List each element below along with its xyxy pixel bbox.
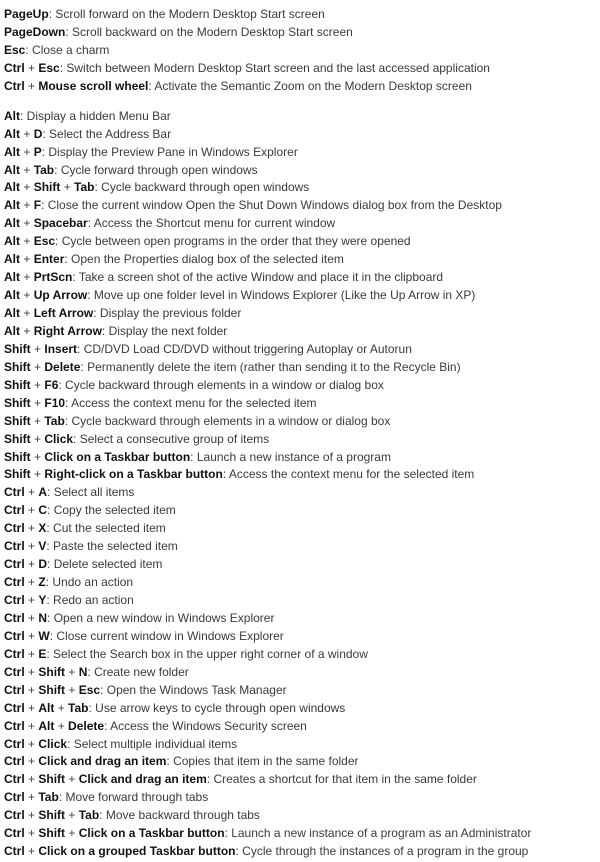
- shortcut-line: [4, 556, 600, 574]
- shortcut-key: Click on a Taskbar button: [44, 449, 191, 464]
- shortcut-key: PageDown: [4, 24, 66, 39]
- shortcut-key: Left Arrow: [33, 306, 94, 320]
- shortcut-key: Shift: [4, 341, 31, 356]
- shortcut-key: PageUp: [4, 7, 49, 21]
- shortcut-key: Alt: [4, 323, 20, 338]
- shortcut-description: Launch a new instance of a program as an Administrator: [231, 826, 532, 841]
- shortcut-description: Launch a new instance of a program: [196, 449, 391, 464]
- plus-separator: +: [20, 288, 34, 303]
- colon-separator: :: [64, 252, 72, 267]
- shortcut-description: Close a charm: [32, 42, 110, 57]
- shortcut-description: Activate the Semantic Zoom on the Modern Desktop screen: [154, 78, 472, 93]
- shortcut-description: Close the current window Open the Shut Down Windows dialog box from the Desktop: [47, 198, 502, 213]
- colon-separator: :: [59, 60, 67, 75]
- shortcut-key: Alt: [4, 108, 20, 123]
- shortcut-line: [4, 646, 600, 664]
- shortcut-line: [4, 753, 600, 771]
- plus-separator: +: [24, 593, 39, 607]
- shortcut-line: [4, 377, 600, 395]
- shortcut-key: Shift: [38, 772, 66, 787]
- shortcut-line: [4, 162, 600, 180]
- shortcut-line: [4, 484, 600, 502]
- plus-separator: +: [24, 539, 39, 554]
- shortcut-key: Alt: [38, 718, 55, 733]
- shortcut-description: Access the context menu for the selected item: [228, 467, 475, 482]
- colon-separator: :: [20, 108, 27, 123]
- shortcut-line: [4, 341, 600, 359]
- shortcut-key: Ctrl: [4, 844, 25, 859]
- shortcut-description: Select multiple individual items: [73, 736, 238, 751]
- plus-separator: +: [65, 808, 79, 823]
- shortcut-key: Enter: [33, 252, 65, 267]
- colon-separator: :: [72, 270, 79, 285]
- shortcut-key: N: [78, 664, 88, 679]
- shortcut-key: Shift: [38, 664, 66, 679]
- shortcut-key: Ctrl: [4, 700, 25, 715]
- shortcut-line: [4, 466, 600, 484]
- shortcut-key: Ctrl: [4, 539, 25, 554]
- shortcut-key: Ctrl: [4, 78, 25, 93]
- shortcut-line: [4, 413, 600, 431]
- shortcut-description: Copy the selected item: [53, 503, 176, 518]
- shortcut-key: Alt: [4, 198, 20, 213]
- shortcut-description: Cut the selected item: [53, 521, 166, 536]
- shortcut-description: Move forward through tabs: [65, 790, 209, 805]
- shortcut-description: Redo an action: [53, 593, 134, 607]
- plus-separator: +: [24, 646, 39, 661]
- shortcut-key: Shift: [4, 359, 31, 374]
- shortcut-key: Ctrl: [4, 593, 25, 607]
- colon-separator: :: [46, 646, 54, 661]
- plus-separator: +: [24, 718, 39, 733]
- shortcut-key: Click and drag an item: [38, 754, 167, 769]
- plus-separator: +: [24, 503, 39, 518]
- plus-separator: +: [24, 557, 39, 572]
- shortcut-key: Alt: [4, 216, 20, 231]
- shortcut-key: Alt: [4, 126, 20, 141]
- shortcut-key: Shift: [38, 826, 66, 841]
- shortcut-line: [4, 6, 600, 24]
- plus-separator: +: [24, 78, 39, 93]
- shortcut-key: Shift: [38, 808, 66, 823]
- shortcut-line: [4, 24, 600, 42]
- shortcut-description: Cycle backward through elements in a window or dialog box: [71, 413, 391, 428]
- colon-separator: :: [235, 844, 243, 859]
- colon-separator: :: [54, 162, 61, 177]
- colon-separator: :: [48, 7, 56, 21]
- colon-separator: :: [47, 485, 54, 500]
- shortcut-key: Ctrl: [4, 664, 25, 679]
- shortcut-key: Ctrl: [4, 557, 25, 572]
- plus-separator: +: [24, 736, 39, 751]
- shortcut-key: Esc: [33, 234, 56, 249]
- shortcut-description: Move backward through tabs: [105, 808, 260, 823]
- shortcut-group: [4, 6, 600, 96]
- plus-separator: +: [30, 449, 45, 464]
- shortcut-line: [4, 843, 600, 861]
- shortcut-description: Select all items: [53, 485, 135, 500]
- shortcut-description: Cycle forward through open windows: [60, 162, 258, 177]
- shortcut-key: Insert: [44, 341, 78, 356]
- shortcut-key: Ctrl: [4, 485, 25, 500]
- colon-separator: :: [224, 826, 232, 841]
- plus-separator: +: [20, 234, 34, 249]
- plus-separator: +: [30, 467, 45, 482]
- shortcut-line: [4, 78, 600, 96]
- shortcut-key: Ctrl: [4, 575, 25, 590]
- shortcut-line: [4, 538, 600, 556]
- shortcut-key: Shift: [4, 449, 31, 464]
- colon-separator: :: [94, 180, 102, 195]
- shortcut-line: [4, 700, 600, 718]
- shortcut-line: [4, 807, 600, 825]
- shortcut-line: [4, 323, 600, 341]
- shortcut-key: Ctrl: [4, 772, 25, 787]
- plus-separator: +: [20, 252, 34, 267]
- shortcut-description: Copies that item in the same folder: [173, 754, 359, 769]
- shortcut-key: P: [33, 144, 42, 159]
- shortcut-key: Ctrl: [4, 736, 25, 751]
- shortcut-key: Esc: [4, 42, 26, 57]
- shortcut-key: E: [38, 646, 47, 661]
- shortcut-key: Ctrl: [4, 718, 25, 733]
- plus-separator: +: [20, 216, 34, 231]
- colon-separator: :: [55, 234, 62, 249]
- shortcut-key: Delete: [68, 718, 105, 733]
- shortcut-line: [4, 144, 600, 162]
- shortcut-key: W: [38, 628, 50, 643]
- plus-separator: +: [65, 682, 79, 697]
- shortcut-key: Tab: [74, 180, 95, 195]
- plus-separator: +: [24, 60, 39, 75]
- shortcut-line: [4, 305, 600, 323]
- shortcut-line: [4, 126, 600, 144]
- shortcut-line: [4, 197, 600, 215]
- shortcut-description: Cycle backward through open windows: [101, 180, 310, 195]
- shortcut-line: [4, 42, 600, 60]
- colon-separator: :: [47, 557, 54, 572]
- shortcut-key: Alt: [4, 162, 20, 177]
- shortcut-key: Alt: [4, 252, 20, 267]
- shortcut-key: Click: [44, 431, 74, 446]
- shortcut-description: Access the Shortcut menu for current window: [93, 216, 336, 231]
- plus-separator: +: [65, 772, 79, 787]
- plus-separator: +: [54, 718, 69, 733]
- shortcut-description: Cycle between open programs in the order that they were opened: [61, 234, 411, 249]
- colon-separator: :: [46, 593, 54, 607]
- plus-separator: +: [20, 126, 34, 141]
- shortcut-description: Close current window in Windows Explorer: [56, 628, 284, 643]
- shortcut-key: Alt: [4, 270, 20, 285]
- shortcut-description: CD/DVD Load CD/DVD without triggering Autoplay or Autorun: [83, 341, 412, 356]
- shortcut-description: Create new folder: [94, 664, 189, 679]
- shortcut-key: Alt: [4, 306, 20, 320]
- shortcut-line: [4, 395, 600, 413]
- shortcut-description: Permanently delete the item (rather than sending it to the Recycle Bin): [87, 359, 461, 374]
- shortcut-key: X: [38, 521, 47, 536]
- plus-separator: +: [24, 628, 39, 643]
- shortcut-key: V: [38, 539, 47, 554]
- shortcut-description: Cycle through the instances of a program in the group: [242, 844, 529, 859]
- shortcut-key: Shift: [38, 682, 66, 697]
- shortcut-description: Display the previous folder: [99, 306, 242, 320]
- shortcut-key: Shift: [4, 431, 31, 446]
- shortcut-key: Alt: [4, 288, 20, 303]
- colon-separator: :: [45, 575, 53, 590]
- shortcut-key: Click on a Taskbar button: [78, 826, 225, 841]
- shortcut-key: Shift: [4, 467, 31, 482]
- colon-separator: :: [67, 736, 74, 751]
- plus-separator: +: [24, 826, 39, 841]
- shortcut-key: D: [33, 126, 43, 141]
- plus-separator: +: [30, 377, 45, 392]
- shortcut-key: N: [38, 610, 48, 625]
- colon-separator: :: [99, 808, 106, 823]
- colon-separator: :: [87, 216, 94, 231]
- plus-separator: +: [24, 682, 39, 697]
- plus-separator: +: [20, 144, 34, 159]
- plus-separator: +: [24, 790, 39, 805]
- shortcut-key: Delete: [44, 359, 81, 374]
- plus-separator: +: [24, 808, 39, 823]
- shortcut-line: [4, 682, 600, 700]
- shortcut-line: [4, 179, 600, 197]
- colon-separator: :: [206, 772, 214, 787]
- shortcut-key: Ctrl: [4, 610, 25, 625]
- shortcut-key: F: [33, 198, 42, 213]
- shortcut-description: Take a screen shot of the active Window and place it in the clipboard: [78, 270, 444, 285]
- shortcut-key: Tab: [68, 700, 89, 715]
- plus-separator: +: [65, 826, 79, 841]
- colon-separator: :: [46, 539, 54, 554]
- shortcut-line: [4, 431, 600, 449]
- shortcut-key: Shift: [4, 413, 31, 428]
- plus-separator: +: [24, 664, 39, 679]
- colon-separator: :: [87, 664, 95, 679]
- shortcut-key: Z: [38, 575, 46, 590]
- plus-separator: +: [24, 754, 39, 769]
- shortcut-key: Right Arrow: [33, 323, 102, 338]
- colon-separator: :: [47, 503, 54, 518]
- shortcut-key: Ctrl: [4, 808, 25, 823]
- plus-separator: +: [30, 431, 45, 446]
- shortcut-key: Ctrl: [4, 826, 25, 841]
- colon-separator: :: [93, 306, 100, 320]
- colon-separator: :: [87, 288, 94, 303]
- colon-separator: :: [41, 144, 49, 159]
- colon-separator: :: [77, 341, 84, 356]
- shortcut-line: [4, 825, 600, 843]
- shortcut-description: Open the Properties dialog box of the selected item: [71, 252, 344, 267]
- shortcut-line: [4, 359, 600, 377]
- shortcut-key: Y: [38, 593, 47, 607]
- shortcut-description: Paste the selected item: [53, 539, 178, 554]
- shortcut-line: [4, 108, 600, 126]
- shortcut-key: Click: [38, 736, 68, 751]
- shortcut-description: Delete selected item: [53, 557, 163, 572]
- colon-separator: :: [65, 24, 73, 39]
- shortcut-line: [4, 718, 600, 736]
- shortcut-line: [4, 574, 600, 592]
- shortcut-description: Access the context menu for the selected item: [71, 395, 317, 410]
- shortcut-key: Ctrl: [4, 521, 25, 536]
- colon-separator: :: [166, 754, 174, 769]
- shortcut-key: Tab: [33, 162, 55, 177]
- plus-separator: +: [20, 198, 34, 213]
- colon-separator: :: [101, 323, 109, 338]
- colon-separator: :: [47, 610, 54, 625]
- shortcut-key: Ctrl: [4, 790, 25, 805]
- shortcut-line: [4, 215, 600, 233]
- plus-separator: +: [20, 270, 34, 285]
- colon-separator: :: [58, 790, 66, 805]
- plus-separator: +: [20, 306, 34, 320]
- plus-separator: +: [24, 521, 39, 536]
- plus-separator: +: [30, 341, 45, 356]
- shortcut-line: [4, 736, 600, 754]
- shortcut-key: Tab: [38, 790, 59, 805]
- shortcut-key: F6: [44, 377, 59, 392]
- plus-separator: +: [20, 323, 34, 338]
- colon-separator: :: [80, 359, 88, 374]
- shortcut-key: Up Arrow: [33, 288, 88, 303]
- colon-separator: :: [42, 126, 50, 141]
- shortcut-line: [4, 251, 600, 269]
- plus-separator: +: [24, 772, 39, 787]
- shortcut-key: Spacebar: [33, 216, 88, 231]
- shortcut-key: Tab: [78, 808, 100, 823]
- plus-separator: +: [20, 180, 34, 195]
- plus-separator: +: [60, 180, 75, 195]
- shortcut-description: Scroll forward on the Modern Desktop Start screen: [55, 7, 325, 21]
- shortcut-line: [4, 592, 600, 610]
- shortcut-description: Creates a shortcut for that item in the same folder: [213, 772, 477, 787]
- plus-separator: +: [24, 844, 39, 859]
- shortcut-description: Open a new window in Windows Explorer: [53, 610, 275, 625]
- colon-separator: :: [65, 395, 72, 410]
- shortcut-key: D: [38, 557, 48, 572]
- plus-separator: +: [24, 575, 39, 590]
- shortcut-description: Cycle backward through elements in a window or dialog box: [65, 377, 384, 392]
- shortcut-key: C: [38, 503, 48, 518]
- colon-separator: :: [104, 718, 111, 733]
- shortcut-key: Shift: [33, 180, 61, 195]
- shortcut-key: Esc: [38, 60, 60, 75]
- shortcut-key: Click on a grouped Taskbar button: [38, 844, 236, 859]
- shortcut-description: Access the Windows Security screen: [110, 718, 307, 733]
- colon-separator: :: [190, 449, 197, 464]
- shortcut-key: Ctrl: [4, 646, 25, 661]
- shortcut-description: Display the Preview Pane in Windows Explorer: [48, 144, 298, 159]
- shortcut-line: [4, 520, 600, 538]
- shortcut-group: [4, 108, 600, 861]
- colon-separator: :: [58, 377, 66, 392]
- shortcut-key: PrtScn: [33, 270, 73, 285]
- shortcut-key: Alt: [4, 234, 20, 249]
- colon-separator: :: [88, 700, 96, 715]
- shortcut-key: Ctrl: [4, 628, 25, 643]
- colon-separator: :: [73, 431, 80, 446]
- shortcut-description: Use arrow keys to cycle through open windows: [95, 700, 346, 715]
- shortcut-key: Shift: [4, 377, 31, 392]
- colon-separator: :: [148, 78, 155, 93]
- colon-separator: :: [41, 198, 48, 213]
- shortcut-key: Ctrl: [4, 60, 25, 75]
- plus-separator: +: [30, 413, 45, 428]
- shortcut-description: Display a hidden Menu Bar: [26, 108, 171, 123]
- plus-separator: +: [20, 162, 34, 177]
- shortcut-description: Select the Search box in the upper right corner of a window: [53, 646, 368, 661]
- shortcut-key: Alt: [4, 144, 20, 159]
- colon-separator: :: [49, 628, 57, 643]
- shortcut-description: Select a consecutive group of items: [79, 431, 270, 446]
- shortcut-line: [4, 287, 600, 305]
- plus-separator: +: [24, 610, 39, 625]
- shortcut-description: Select the Address Bar: [49, 126, 172, 141]
- shortcut-key: Ctrl: [4, 503, 25, 518]
- shortcut-key: Ctrl: [4, 754, 25, 769]
- shortcut-line: [4, 664, 600, 682]
- plus-separator: +: [30, 395, 45, 410]
- shortcut-description: Move up one folder level in Windows Explorer (Like the Up Arrow in XP): [93, 288, 476, 303]
- shortcut-line: [4, 628, 600, 646]
- colon-separator: :: [64, 413, 72, 428]
- shortcut-line: [4, 233, 600, 251]
- shortcut-key: Click and drag an item: [78, 772, 207, 787]
- shortcut-key: Ctrl: [4, 682, 25, 697]
- shortcut-line: [4, 449, 600, 467]
- plus-separator: +: [24, 700, 39, 715]
- plus-separator: +: [24, 485, 39, 500]
- shortcut-line: [4, 789, 600, 807]
- shortcut-description: Scroll backward on the Modern Desktop Start screen: [72, 24, 353, 39]
- shortcut-key: Right-click on a Taskbar button: [44, 467, 223, 482]
- plus-separator: +: [65, 664, 79, 679]
- shortcut-key: A: [38, 485, 48, 500]
- shortcut-key: Alt: [38, 700, 55, 715]
- shortcut-line: [4, 771, 600, 789]
- shortcut-key: F10: [44, 395, 66, 410]
- shortcut-line: [4, 610, 600, 628]
- shortcut-key: Alt: [4, 180, 20, 195]
- colon-separator: :: [100, 682, 107, 697]
- colon-separator: :: [46, 521, 54, 536]
- colon-separator: :: [25, 42, 33, 57]
- shortcut-line: [4, 502, 600, 520]
- colon-separator: :: [222, 467, 229, 482]
- shortcut-key: Esc: [78, 682, 101, 697]
- shortcut-key: Tab: [44, 413, 65, 428]
- shortcut-description: Open the Windows Task Manager: [106, 682, 287, 697]
- shortcut-line: [4, 60, 600, 78]
- plus-separator: +: [30, 359, 45, 374]
- shortcut-key: Shift: [4, 395, 31, 410]
- shortcut-line: [4, 269, 600, 287]
- shortcut-key: Mouse scroll wheel: [38, 78, 149, 93]
- shortcut-description: Switch between Modern Desktop Start screen and the last accessed application: [66, 60, 490, 75]
- shortcut-description: Display the next folder: [108, 323, 228, 338]
- shortcut-description: Undo an action: [52, 575, 134, 590]
- plus-separator: +: [54, 700, 69, 715]
